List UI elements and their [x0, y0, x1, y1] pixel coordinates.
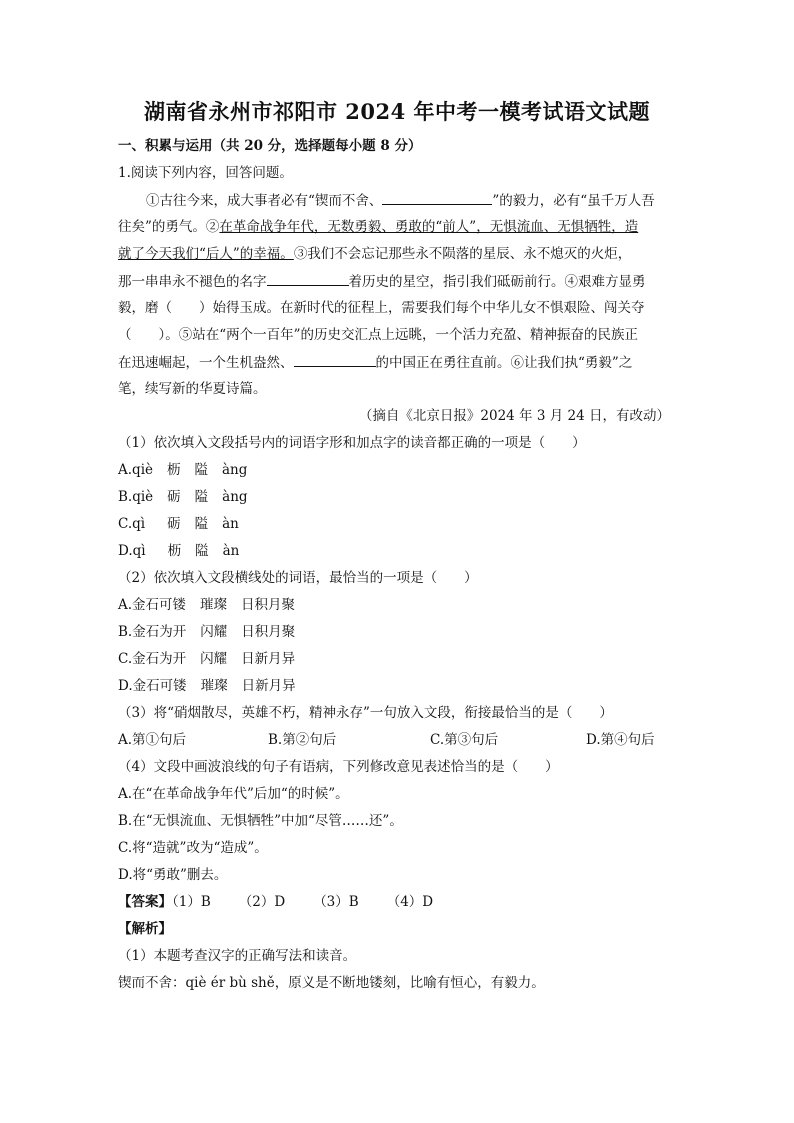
page-title: 湖南省永州市祁阳市 2024 年中考一模考试语文试题 — [143, 99, 651, 124]
passage-line-4: 那一串串永不褪色的名字 着历史的星空，指引我们砥砺前行。④艰难方显勇 — [118, 271, 646, 292]
fill-blank-2 — [267, 271, 349, 286]
passage-line-7: 在迅速崛起，一个生机盎然、 的中国正在勇往直前。⑥让我们执“勇毅”之 — [118, 352, 632, 373]
analysis-line-2: 锲而不舍：qiè ér bù shě，原义是不断地镂刻，比喻有恒心，有毅力。 — [118, 975, 545, 991]
answer-line: 【答案】（1）B （2）D （3）B （4）D — [118, 894, 434, 910]
section-heading: 一、积累与运用（共 20 分，选择题每小题 8 分） — [118, 138, 422, 154]
option-1b: B.qiè 砺 隘 àng — [118, 489, 248, 505]
option-3b: B.第②句后 — [268, 732, 337, 748]
subquestion-1: （1）依次填入文段括号内的词语字形和加点字的读音都正确的一项是（ ） — [118, 435, 586, 451]
passage-line-3: 就了今天我们“后人”的幸福。③我们不会忘记那些永不陨落的星辰、永不熄灭的火炬， — [118, 246, 632, 262]
option-4b: B.在“无惧流血、无惧牺牲”中加“尽管……还”。 — [118, 813, 403, 829]
passage-line-8: 笔，续写新的华夏诗篇。 — [118, 381, 267, 397]
wavy-sentence-end: 就了今天我们“后人”的幸福。 — [118, 246, 294, 262]
option-2c: C.金石为开 闪耀 日新月异 — [118, 651, 296, 667]
option-2b: B.金石为开 闪耀 日积月聚 — [118, 624, 296, 640]
option-1a: A.qiè 枥 隘 àng — [118, 462, 248, 478]
passage-line-2: 往矣”的勇气。②在革命战争年代，无数勇毅、勇敢的“前人”，无惧流血、无惧牺牲，造 — [118, 219, 639, 235]
passage-line-1: ①古往今来，成大事者必有“锲而不舍、 ”的毅力，必有“虽千万人吾 — [146, 190, 655, 211]
option-2d: D.金石可镂 璀璨 日新月异 — [118, 678, 296, 694]
option-4a: A.在“在革命战争年代”后加“的时候”。 — [118, 786, 349, 802]
wavy-sentence: 在革命战争年代，无数勇毅、勇敢的“前人”，无惧流血、无惧牺牲，造 — [219, 219, 639, 235]
option-3a: A.第①句后 — [118, 732, 187, 748]
fill-blank-3 — [294, 352, 376, 367]
passage-line-5: 毅，磨（ ）始得玉成。在新时代的征程上，需要我们每个中华儿女不惧艰险、闯关夺 — [118, 300, 645, 316]
subquestion-3: （3）将“硝烟散尽，英雄不朽，精神永存”一句放入文段，衔接最恰当的是（ ） — [118, 705, 613, 721]
analysis-line-1: （1）本题考查汉字的正确写法和读音。 — [118, 948, 357, 964]
answer-label: 【答案】 — [118, 894, 172, 910]
option-1c: C.qì 砺 隘 àn — [118, 516, 239, 532]
analysis-label: 【解析】 — [118, 921, 172, 937]
option-1d: D.qì 枥 隘 àn — [118, 543, 240, 559]
option-2a: A.金石可镂 璀璨 日积月聚 — [118, 597, 296, 613]
fill-blank-1 — [382, 190, 492, 205]
passage-line-6: （ ）。⑤站在“两个一百年”的历史交汇点上远眺，一个活力充盈、精神振奋的民族正 — [118, 327, 639, 343]
subquestion-2: （2）依次填入文段横线处的词语，最恰当的一项是（ ） — [118, 570, 478, 586]
passage-source: （摘自《北京日报》2024 年 3 月 24 日，有改动） — [358, 408, 670, 424]
option-3c: C.第③句后 — [430, 732, 499, 748]
question-intro: 1.阅读下列内容，回答问题。 — [118, 165, 293, 181]
subquestion-4: （4）文段中画波浪线的句子有语病，下列修改意见表述恰当的是（ ） — [118, 759, 559, 775]
option-4d: D.将“勇敢”删去。 — [118, 867, 228, 883]
option-3d: D.第④句后 — [586, 732, 655, 748]
option-4c: C.将“造就”改为“造成”。 — [118, 840, 268, 856]
